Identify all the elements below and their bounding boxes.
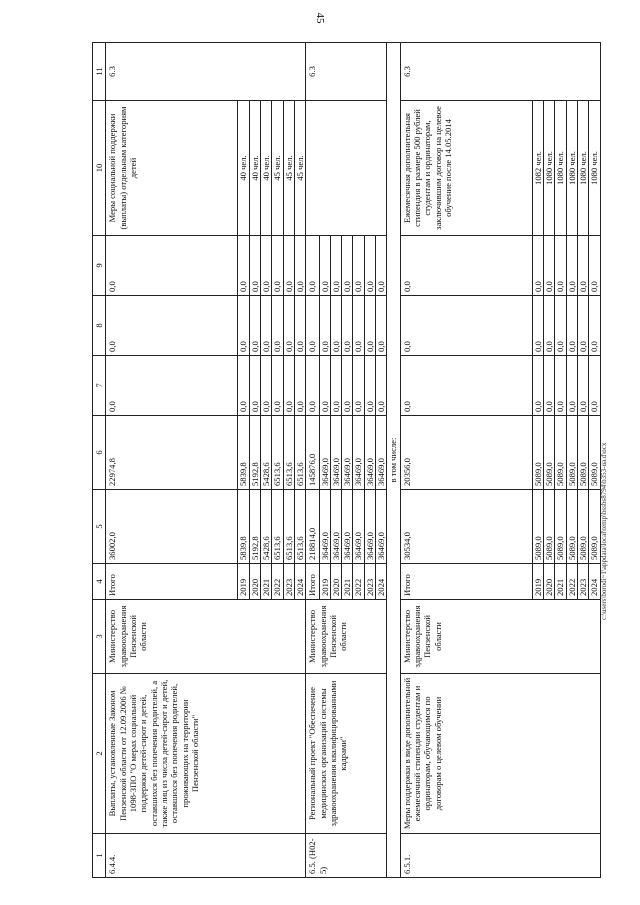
value-cell: 6513,6 [272,416,283,490]
value-cell: 0,0 [566,296,577,356]
value-cell: 0,0 [544,236,555,296]
value-cell: 5089,0 [589,490,600,564]
value-cell: 5089,0 [544,416,555,490]
year-cell: 2023 [577,564,588,600]
value-cell: 36469,0 [364,490,375,564]
year-cell: 2020 [544,564,555,600]
item-id: 6.5.1. [400,834,600,878]
value-cell: 5089,0 [577,490,588,564]
value-cell: 0,0 [319,356,330,416]
value-cell: 0,0 [249,236,260,296]
value-cell: 5089,0 [555,490,566,564]
item-result-empty [306,101,387,236]
value-cell: 36469,0 [319,416,330,490]
value-cell: 36469,0 [376,416,387,490]
result-cell: 1080 чел. [566,101,577,236]
value-cell: 0,0 [555,356,566,416]
value-cell: 5428,6 [260,490,271,564]
total-value: 218814,0 [306,490,319,564]
value-cell: 0,0 [294,356,305,416]
total-value: 0,0 [106,296,238,356]
result-cell: 1080 чел. [555,101,566,236]
value-cell: 36469,0 [376,490,387,564]
total-value: 30534,0 [400,490,532,564]
total-value: 145876,0 [306,416,319,490]
value-cell: 0,0 [272,236,283,296]
value-cell: 0,0 [342,356,353,416]
year-cell: 2022 [353,564,364,600]
value-cell: 0,0 [353,236,364,296]
value-cell: 0,0 [376,296,387,356]
value-cell: 6513,6 [283,416,294,490]
value-cell: 5192,8 [249,490,260,564]
value-cell: 0,0 [249,296,260,356]
value-cell: 0,0 [260,356,271,416]
value-cell: 0,0 [342,296,353,356]
page-number: 45 [314,12,326,24]
year-cell: 2020 [330,564,341,600]
value-cell: 0,0 [272,356,283,416]
value-cell: 0,0 [330,356,341,416]
year-cell: 2024 [294,564,305,600]
year-cell: 2022 [272,564,283,600]
col-header: 8 [93,296,106,356]
total-value: 0,0 [400,236,532,296]
value-cell: 0,0 [532,236,543,296]
total-value: 0,0 [306,296,319,356]
value-cell: 0,0 [566,356,577,416]
year-cell: 2023 [283,564,294,600]
result-cell: 1080 чел. [589,101,600,236]
value-cell: 0,0 [364,236,375,296]
result-cell: 45 чел. [272,101,283,236]
value-cell: 0,0 [353,296,364,356]
year-cell: 2019 [238,564,249,600]
value-cell: 0,0 [555,236,566,296]
value-cell: 0,0 [330,296,341,356]
value-cell: 36469,0 [353,490,364,564]
value-cell: 5089,0 [555,416,566,490]
including-label: в том числе: [387,43,400,878]
value-cell: 0,0 [555,296,566,356]
item-ref: 6.3 [306,43,387,101]
result-cell: 40 чел. [238,101,249,236]
total-value: 0,0 [106,356,238,416]
value-cell: 0,0 [544,356,555,416]
value-cell: 0,0 [294,236,305,296]
result-cell: 1082 чел. [532,101,543,236]
col-header: 6 [93,416,106,490]
total-value: 36002,0 [106,490,238,564]
item-id: 6.4.4. [106,834,306,878]
value-cell: 0,0 [589,356,600,416]
result-cell: 1080 чел. [577,101,588,236]
result-cell: 45 чел. [283,101,294,236]
value-cell: 0,0 [364,356,375,416]
value-cell: 0,0 [566,236,577,296]
result-cell: 45 чел. [294,101,305,236]
column-number-row [93,43,106,878]
value-cell: 6513,6 [272,490,283,564]
value-cell: 5089,0 [589,416,600,490]
value-cell: 6513,6 [283,490,294,564]
item-result: Ежемесячная дополнительная стипендия в размере 500 рублей студентам и ординаторам, заключившим договор на целевое обучение после 14.05.2014 [400,101,532,236]
year-cell: 2021 [260,564,271,600]
item-id: 6.5. (Н02-5) [306,834,387,878]
table-row [400,43,532,878]
item-executor: Министерство здравоохранения Пензенской области [306,600,387,674]
value-cell: 0,0 [342,236,353,296]
value-cell: 36469,0 [353,416,364,490]
value-cell: 5089,0 [532,416,543,490]
value-cell: 0,0 [577,296,588,356]
value-cell: 0,0 [319,236,330,296]
value-cell: 0,0 [272,296,283,356]
total-label: Итого [306,564,319,600]
item-executor: Министерство здравоохранения Пензенской области [400,600,600,674]
value-cell: 0,0 [589,296,600,356]
value-cell: 0,0 [577,356,588,416]
year-cell: 2019 [319,564,330,600]
col-header: 9 [93,236,106,296]
item-ref: 6.3 [400,43,600,101]
total-label: Итого [400,564,532,600]
value-cell: 0,0 [238,236,249,296]
value-cell: 0,0 [238,296,249,356]
value-cell: 36469,0 [330,490,341,564]
value-cell: 36469,0 [330,416,341,490]
year-cell: 2021 [342,564,353,600]
value-cell: 5839,8 [238,490,249,564]
value-cell: 36469,0 [342,416,353,490]
item-name: Меры поддержки в виде дополнительной ежемесячной стипендии студентам и ординаторам, обучающимся по договорам о целевом обучении [400,674,600,834]
total-label: Итого [106,564,238,600]
value-cell: 0,0 [353,356,364,416]
footer-file-path: c:\users\borodi~1\appdata\local\temp\bssbs8794\b353-ua.d\ocx [600,442,608,620]
col-header: 4 [93,564,106,600]
value-cell: 0,0 [364,296,375,356]
value-cell: 5089,0 [566,490,577,564]
value-cell: 5192,8 [249,416,260,490]
total-value: 0,0 [306,236,319,296]
value-cell: 0,0 [260,296,271,356]
result-cell: 40 чел. [249,101,260,236]
total-value: 0,0 [400,296,532,356]
value-cell: 36469,0 [342,490,353,564]
value-cell: 0,0 [294,296,305,356]
value-cell: 0,0 [283,236,294,296]
col-header: 2 [93,674,106,834]
item-executor: Министерство здравоохранения Пензенской области [106,600,306,674]
total-value: 0,0 [400,356,532,416]
total-value: 0,0 [306,356,319,416]
col-header: 11 [93,43,106,101]
value-cell: 0,0 [249,356,260,416]
col-header: 3 [93,600,106,674]
table-row [387,43,400,878]
col-header: 7 [93,356,106,416]
year-cell: 2020 [249,564,260,600]
col-header: 5 [93,490,106,564]
value-cell: 0,0 [283,356,294,416]
value-cell: 0,0 [532,356,543,416]
value-cell: 0,0 [589,236,600,296]
year-cell: 2024 [589,564,600,600]
value-cell: 5089,0 [544,490,555,564]
value-cell: 36469,0 [364,416,375,490]
item-name: Региональный проект "Обеспечение медицинских организаций системы здравоохранения квалифицированными кадрами" [306,674,387,834]
year-cell: 2024 [376,564,387,600]
total-value: 22974,8 [106,416,238,490]
value-cell: 0,0 [544,296,555,356]
value-cell: 5089,0 [566,416,577,490]
year-cell: 2021 [555,564,566,600]
table-row [106,43,238,878]
value-cell: 0,0 [577,236,588,296]
value-cell: 0,0 [376,236,387,296]
value-cell: 5839,8 [238,416,249,490]
value-cell: 5428,6 [260,416,271,490]
item-name: Выплаты, установленные Законом Пензенской области от 12.09.2006 № 1098-ЗПО "О мерах социальной поддержки детей-сирот и детей, оставшихся без попечения родителей, а также лиц из числа детей-сирот и детей, оставшихся без попечения родителей, проживающих на территории Пензенской области" [106,674,306,834]
value-cell: 0,0 [376,356,387,416]
year-cell: 2019 [532,564,543,600]
rotated-table-container [92,43,600,878]
value-cell: 6513,6 [294,490,305,564]
value-cell: 36469,0 [319,490,330,564]
total-value: 20356,0 [400,416,532,490]
col-header: 10 [93,101,106,236]
total-value: 0,0 [106,236,238,296]
value-cell: 0,0 [532,296,543,356]
value-cell: 0,0 [319,296,330,356]
program-table [92,42,601,878]
value-cell: 5089,0 [577,416,588,490]
value-cell: 5089,0 [532,490,543,564]
value-cell: 0,0 [283,296,294,356]
item-result: Меры социальной поддержки (выплаты) отдельным категориям детей [106,101,238,236]
value-cell: 0,0 [238,356,249,416]
value-cell: 0,0 [260,236,271,296]
value-cell: 0,0 [330,236,341,296]
col-header: 1 [93,834,106,878]
result-cell: 40 чел. [260,101,271,236]
year-cell: 2022 [566,564,577,600]
item-ref: 6.3 [106,43,306,101]
result-cell: 1080 чел. [544,101,555,236]
table-row [306,43,319,878]
value-cell: 6513,6 [294,416,305,490]
year-cell: 2023 [364,564,375,600]
